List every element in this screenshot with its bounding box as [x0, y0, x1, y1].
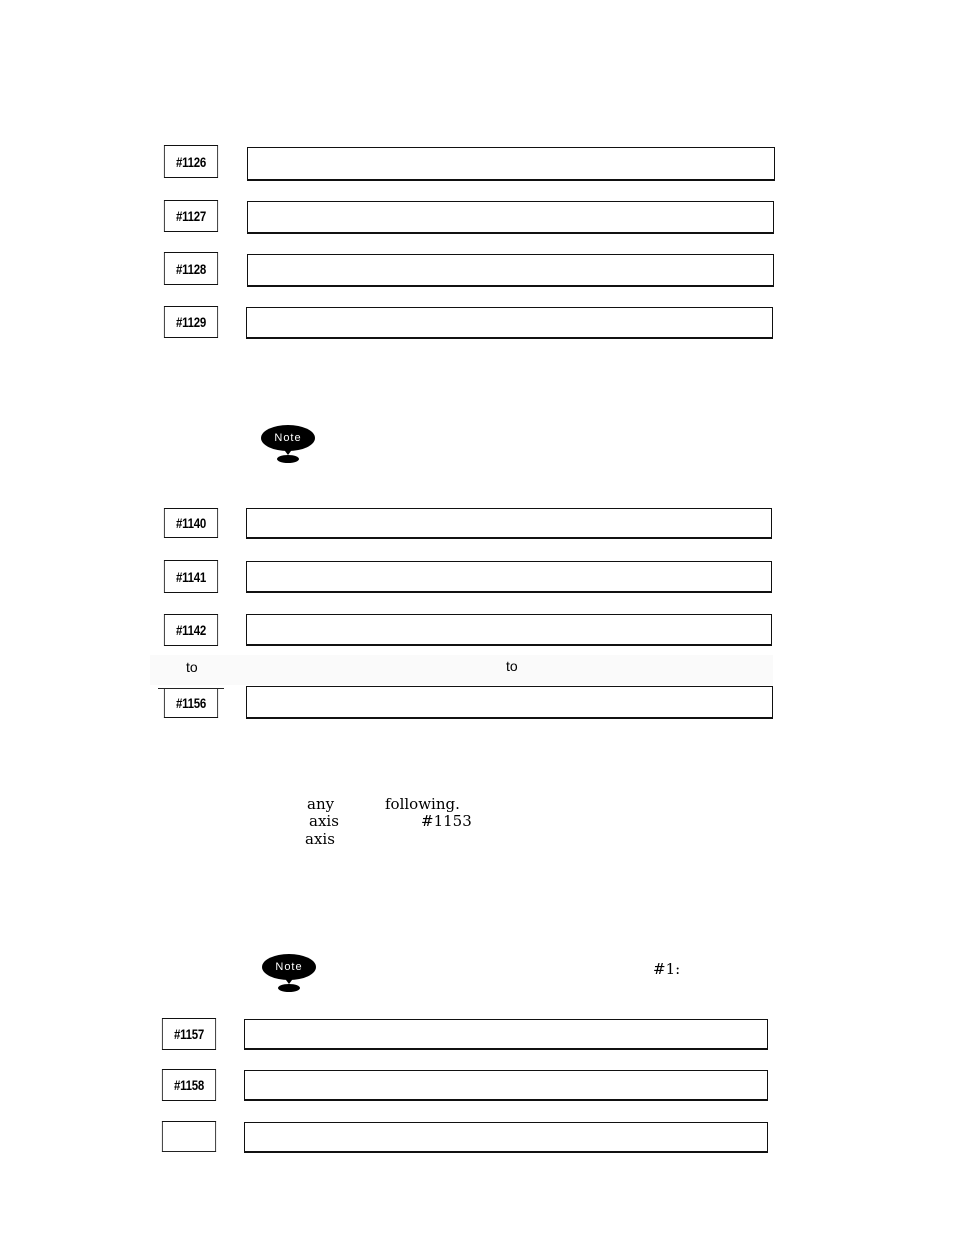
- param-field-1156[interactable]: [246, 686, 773, 719]
- param-label-blank: [162, 1121, 216, 1152]
- range-band: [150, 655, 773, 685]
- param-label-1140: #1140: [164, 508, 218, 538]
- param-field-1126[interactable]: [247, 147, 775, 181]
- note-icon: [261, 425, 317, 469]
- param-field-1129[interactable]: [246, 307, 773, 339]
- note-dot: [277, 455, 299, 463]
- range-word-left: to: [186, 659, 198, 675]
- text-any: any: [307, 795, 335, 813]
- note-label: Note: [261, 425, 315, 451]
- note-label: Note: [262, 954, 316, 980]
- range-word-right: to: [506, 658, 518, 674]
- param-label-1126: #1126: [164, 145, 218, 178]
- text-axis-2: axis: [305, 830, 335, 848]
- note-tail: [283, 976, 295, 984]
- note-dot: [278, 984, 300, 992]
- param-field-1142[interactable]: [246, 614, 772, 646]
- param-label-1127: #1127: [164, 200, 218, 232]
- param-field-1140[interactable]: [246, 508, 772, 539]
- param-label-1128: #1128: [164, 252, 218, 285]
- param-label-1157: #1157: [162, 1018, 216, 1050]
- param-field-1141[interactable]: [246, 561, 772, 593]
- text-ref-cut: #1:: [653, 960, 681, 978]
- param-label-1142: #1142: [164, 614, 218, 646]
- param-label-1129: #1129: [164, 306, 218, 338]
- param-field-blank[interactable]: [244, 1122, 768, 1153]
- param-field-1157[interactable]: [244, 1019, 768, 1050]
- note-icon: [262, 954, 318, 998]
- param-label-1141: #1141: [164, 560, 218, 593]
- param-field-1158[interactable]: [244, 1070, 768, 1101]
- text-following: following.: [385, 795, 460, 813]
- text-axis-1: axis: [309, 812, 339, 830]
- param-label-1158: #1158: [162, 1069, 216, 1101]
- param-label-1156: #1156: [164, 688, 218, 718]
- text-ref-1153: #1153: [421, 812, 472, 830]
- param-field-1128[interactable]: [247, 254, 774, 287]
- param-1156-top-rule: [158, 688, 224, 689]
- param-field-1127[interactable]: [247, 201, 774, 234]
- note-tail: [282, 447, 294, 455]
